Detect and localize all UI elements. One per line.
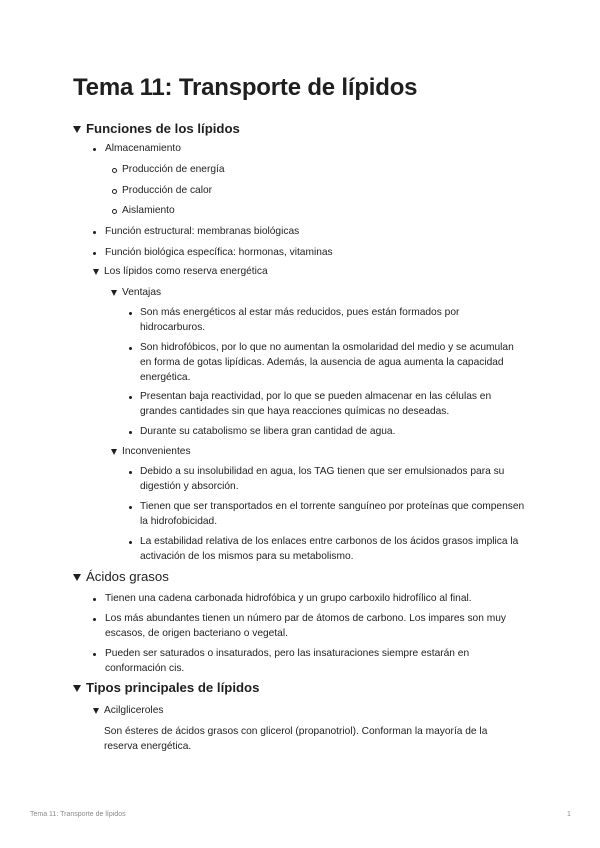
sub-bullet-icon [112, 209, 117, 214]
paragraph-line: reserva energética. [104, 741, 192, 752]
page-number: 1 [567, 811, 571, 818]
toggle-inconvenientes: Inconvenientes [122, 446, 191, 457]
list-item-line: grandes cantidades sin que haya reacciones químicas no deseadas. [140, 406, 450, 417]
list-item-line: hidrocarburos. [140, 322, 206, 333]
list-item-line: en forma de gotas lipídicas. Además, la ausencia de agua aumenta la capacidad [140, 357, 504, 368]
toggle-acilgliceroles: Acilgliceroles [104, 705, 164, 716]
sub-bullet-icon [112, 168, 117, 173]
collapse-triangle-icon[interactable] [111, 449, 117, 455]
collapse-triangle-icon[interactable] [73, 685, 81, 692]
list-item-line: activación de los mismos para su metabolismo. [140, 551, 354, 562]
bullet-icon [129, 396, 132, 399]
list-item: Producción de calor [122, 185, 213, 196]
bullet-icon [93, 598, 96, 601]
bullet-icon [129, 347, 132, 350]
list-item-line: Tienen una cadena carbonada hidrofóbica y un grupo carboxilo hidrofílico al final. [105, 593, 472, 604]
bullet-icon [93, 252, 96, 255]
list-item-line: Debido a su insolubilidad en agua, los TAG tienen que ser emulsionados para su [140, 466, 505, 477]
list-item: Función biológica específica: hormonas, vitaminas [105, 247, 333, 258]
list-item: Aislamiento [122, 205, 175, 216]
collapse-triangle-icon[interactable] [93, 708, 99, 714]
page-title: Tema 11: Transporte de lípidos [73, 74, 418, 101]
bullet-icon [93, 653, 96, 656]
bullet-icon [129, 312, 132, 315]
list-item-line: Son hidrofóbicos, por lo que no aumentan la osmolaridad del medio y se acumulan [140, 342, 514, 353]
collapse-triangle-icon[interactable] [93, 269, 99, 275]
list-item-line: Durante su catabolismo se libera gran cantidad de agua. [140, 426, 396, 437]
list-item-line: Tienen que ser transportados en el torrente sanguíneo por proteínas que compensen [140, 501, 525, 512]
bullet-icon [129, 541, 132, 544]
list-item: Almacenamiento [105, 143, 181, 154]
section-heading-funciones: Funciones de los lípidos [86, 121, 240, 136]
collapse-triangle-icon[interactable] [73, 574, 81, 581]
collapse-triangle-icon[interactable] [73, 126, 81, 133]
list-item-line: digestión y absorción. [140, 481, 239, 492]
section-heading-acidos: Ácidos grasos [86, 569, 169, 584]
list-item-line: Pueden ser saturados o insaturados, pero las insaturaciones siempre estarán en [105, 648, 470, 659]
bullet-icon [93, 148, 96, 151]
footer-title: Tema 11: Transporte de lípidos [30, 811, 126, 818]
list-item: Producción de energía [122, 164, 225, 175]
list-item-line: La estabilidad relativa de los enlaces entre carbonos de los ácidos grasos implica la [140, 536, 519, 547]
bullet-icon [93, 618, 96, 621]
list-item-line: energética. [140, 372, 191, 383]
list-item-line: Son más energéticos al estar más reducidos, pues están formados por [140, 307, 460, 318]
list-item-line: la hidrofobicidad. [140, 516, 218, 527]
sub-bullet-icon [112, 189, 117, 194]
bullet-icon [129, 471, 132, 474]
list-item-line: Los más abundantes tienen un número par de átomos de carbono. Los impares son muy [105, 613, 506, 624]
bullet-icon [93, 231, 96, 234]
toggle-reserva: Los lípidos como reserva energética [104, 266, 268, 277]
bullet-icon [129, 506, 132, 509]
paragraph-line: Son ésteres de ácidos grasos con glicerol (propanotriol). Conforman la mayoría de la [104, 726, 488, 737]
toggle-ventajas: Ventajas [122, 287, 162, 298]
bullet-icon [129, 431, 132, 434]
collapse-triangle-icon[interactable] [111, 290, 117, 296]
list-item: Función estructural: membranas biológicas [105, 226, 300, 237]
list-item-line: escasos, de origen bacteriano o vegetal. [105, 628, 288, 639]
list-item-line: conformación cis. [105, 663, 185, 674]
list-item-line: Presentan baja reactividad, por lo que se pueden almacenar en las células en [140, 391, 492, 402]
section-heading-tipos: Tipos principales de lípidos [86, 680, 260, 695]
